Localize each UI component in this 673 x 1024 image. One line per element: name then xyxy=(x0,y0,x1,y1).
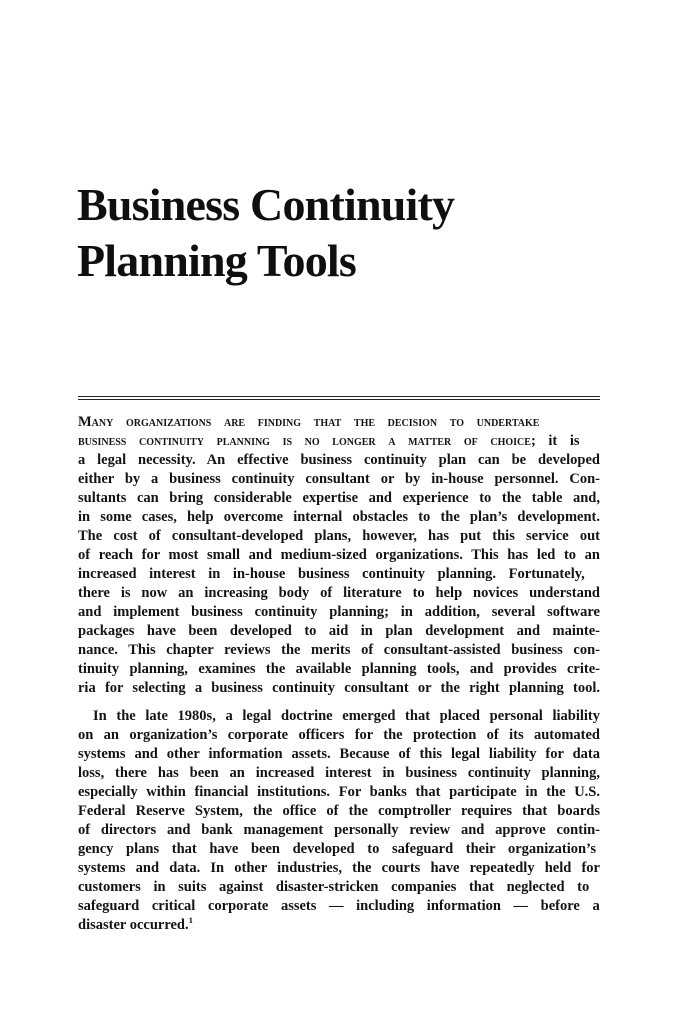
text-line xyxy=(78,584,600,603)
text-line xyxy=(78,783,600,802)
text-line xyxy=(78,641,600,660)
text-line xyxy=(78,707,600,726)
text-line xyxy=(78,726,600,745)
text-segment: there is now an increasing body of literature to help novices understand xyxy=(78,585,600,601)
text-segment: and implement business continuity planning; in addition, several software xyxy=(78,604,600,620)
text-line xyxy=(78,660,600,679)
text-line xyxy=(78,489,600,508)
text-line xyxy=(78,878,600,897)
text-line xyxy=(78,413,600,432)
text-segment: sultants can bring considerable expertise and experience to the table and, xyxy=(78,490,600,506)
text-segment: business continuity planning is no longer a matter of choice; xyxy=(78,433,536,449)
text-line xyxy=(78,470,600,489)
text-segment: loss, there has been an increased interest in business continuity planning, xyxy=(78,765,600,781)
text-line xyxy=(78,897,600,916)
text-segment: of directors and bank management personally review and approve contin- xyxy=(78,822,600,838)
paragraph xyxy=(78,707,600,935)
chapter-title-line-2: Planning Tools xyxy=(77,234,357,286)
text-segment: The cost of consultant-developed plans, however, has put this service out xyxy=(78,528,600,544)
text-line xyxy=(78,451,600,470)
text-segment: it is xyxy=(535,433,580,449)
text-line xyxy=(78,546,600,565)
text-line xyxy=(78,764,600,783)
text-line xyxy=(78,565,600,584)
text-segment: a legal necessity. An effective business continuity plan can be developed xyxy=(78,452,600,468)
footnote-marker: 1 xyxy=(188,915,193,926)
text-segment: customers in suits against disaster-stricken companies that neglected to xyxy=(78,879,590,895)
text-segment: on an organization’s corporate officers for the protection of its automated xyxy=(78,727,600,743)
text-segment: Federal Reserve System, the office of the comptroller requires that boards xyxy=(78,803,600,819)
text-segment: especially within financial institutions. For banks that participate in the U.S. xyxy=(78,784,600,800)
text-line xyxy=(78,508,600,527)
paragraph xyxy=(78,413,600,698)
text-segment: tinuity planning, examines the available planning tools, and provides crite- xyxy=(78,661,600,677)
text-segment: ria for selecting a business continuity consultant or the right planning tool. xyxy=(78,680,600,696)
text-line xyxy=(78,821,600,840)
text-line xyxy=(78,527,600,546)
double-rule-divider xyxy=(78,396,600,400)
text-line xyxy=(78,802,600,821)
text-segment: in some cases, help overcome internal obstacles to the plan’s development. xyxy=(78,509,600,525)
text-line xyxy=(78,916,600,935)
chapter-title xyxy=(77,177,637,289)
text-segment: systems and data. In other industries, the courts have repeatedly held for xyxy=(78,860,600,876)
chapter-title-line-1: Business Continuity xyxy=(77,178,455,230)
body-paragraphs xyxy=(78,413,600,935)
text-segment: systems and other information assets. Because of this legal liability for data xyxy=(78,746,600,762)
text-segment: increased interest in in-house business continuity planning. Fortunately, xyxy=(78,566,585,582)
text-segment: Many organizations are finding that the decision to undertake xyxy=(78,414,540,430)
text-segment: either by a business continuity consultant or by in-house personnel. Con- xyxy=(78,471,600,487)
text-line xyxy=(78,840,600,859)
text-line xyxy=(78,745,600,764)
text-line xyxy=(78,679,600,698)
text-segment: In the late 1980s, a legal doctrine emerged that placed personal liability xyxy=(93,708,600,724)
text-line xyxy=(78,622,600,641)
text-line xyxy=(78,603,600,622)
text-line xyxy=(78,859,600,878)
text-segment: nance. This chapter reviews the merits of consultant-assisted business con- xyxy=(78,642,600,658)
text-segment: gency plans that have been developed to safeguard their organization’s xyxy=(78,841,597,857)
text-segment: of reach for most small and medium-sized organizations. This has led to an xyxy=(78,547,600,563)
text-segment: disaster occurred. xyxy=(78,917,189,933)
text-segment: safeguard critical corporate assets — including information — before a xyxy=(78,898,600,914)
text-segment: packages have been developed to aid in plan development and mainte- xyxy=(78,623,600,639)
text-line xyxy=(78,432,600,451)
